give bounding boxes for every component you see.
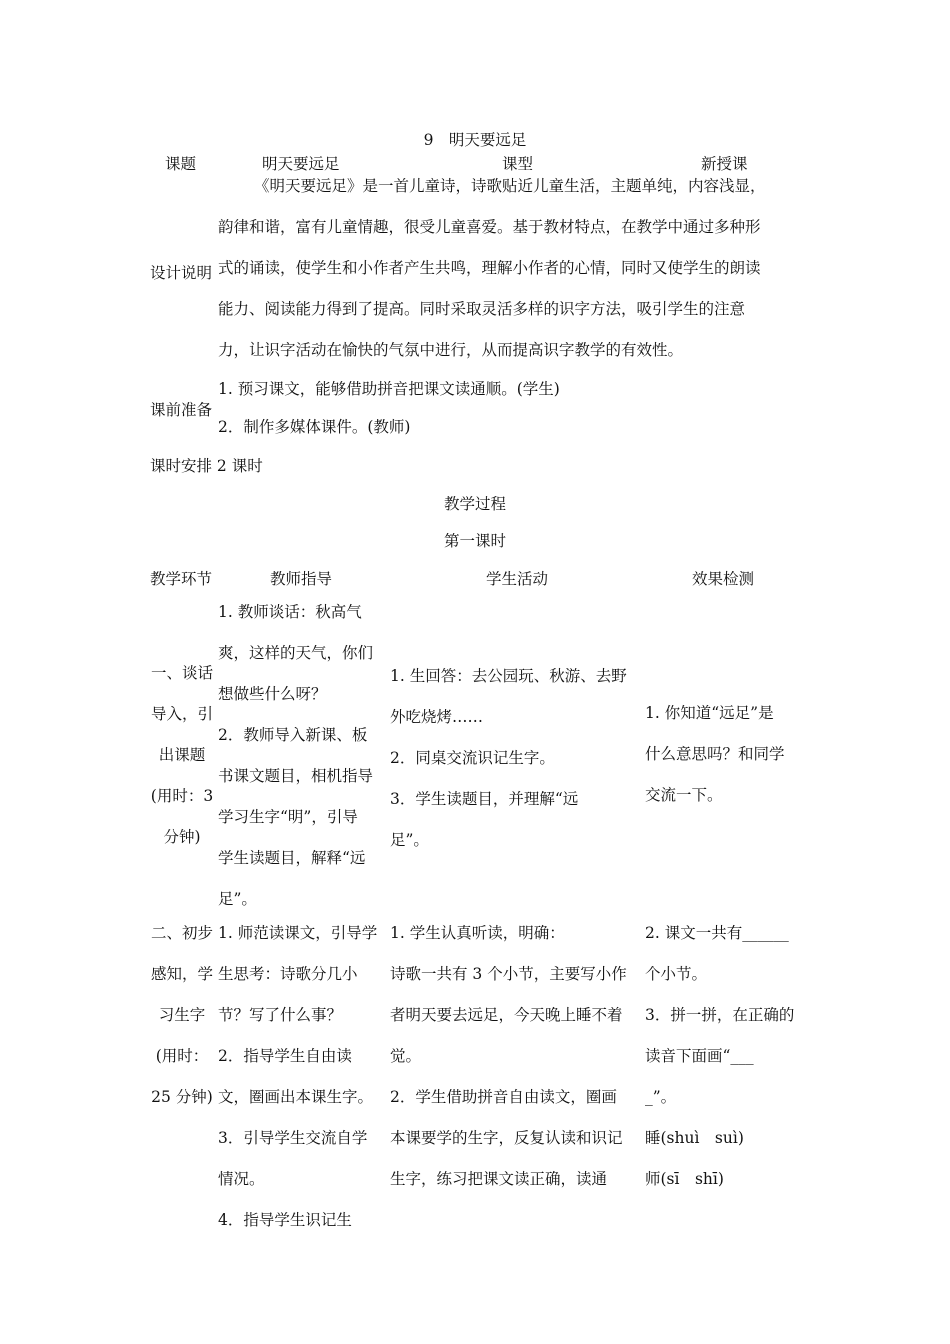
teacher-line: 书课文题目，相机指导 <box>218 767 374 785</box>
teacher-line: 情况。 <box>218 1170 265 1188</box>
design-line: 能力、阅读能力得到了提高。同时采取灵活多样的识字方法，吸引学生的注意 <box>218 300 746 318</box>
teacher-line: 爽，这样的天气，你们 <box>218 644 374 662</box>
type-value: 新授课 <box>701 155 748 173</box>
student-line: 外吃烧烤…… <box>390 708 484 726</box>
student-line: 者明天要去远足，今天晚上睡不着 <box>390 1006 623 1024</box>
topic-value: 明天要远足 <box>262 155 340 173</box>
stage-line: 感知，学 <box>150 965 213 983</box>
check-line: 1. 你知道“远足”是 <box>645 704 774 722</box>
check-line: 睡(shuì suì) <box>645 1129 744 1147</box>
teacher-line: 生思考：诗歌分几小 <box>218 965 358 983</box>
teacher-line: 节？写了什么事？ <box>218 1006 343 1024</box>
teacher-line: 1. 教师谈话：秋高气 <box>218 603 362 621</box>
teacher-line: 1. 师范读课文，引导学 <box>218 924 378 942</box>
teacher-line: 3．引导学生交流自学 <box>218 1129 368 1147</box>
stage-line: 二、初步 <box>150 924 213 942</box>
check-line: 2. 课文一共有______ <box>645 924 789 942</box>
stage-cell <box>146 913 218 1118</box>
teacher-line: 2．指导学生自由读 <box>218 1047 352 1065</box>
student-line: 足”。 <box>390 831 429 849</box>
check-line: 什么意思吗？和同学 <box>645 745 785 763</box>
design-description <box>218 166 766 371</box>
student-line: 觉。 <box>390 1047 422 1065</box>
student-line: 1. 学生认真听读，明确： <box>390 924 565 942</box>
column-header: 教学环节 <box>150 570 213 588</box>
teacher-line: 想做些什么呀？ <box>218 685 327 703</box>
student-activity-cell <box>390 656 627 861</box>
teacher-line: 足”。 <box>218 890 257 908</box>
stage-line: (用时：3 <box>150 787 214 805</box>
design-line: 力，让识字活动在愉快的气氛中进行，从而提高识字教学的有效性。 <box>218 341 684 359</box>
student-line: 3．学生读题目，并理解“远 <box>390 790 579 808</box>
design-line: 韵律和谐，富有儿童情趣，很受儿童喜爱。基于教材特点，在教学中通过多种形 <box>218 218 761 236</box>
teacher-line: 学生读题目，解释“远 <box>218 849 366 867</box>
stage-line: 出课题 <box>158 746 206 764</box>
stage-line: (用时： <box>155 1047 209 1065</box>
stage-line: 习生字 <box>158 1006 206 1024</box>
student-line: 2．同桌交流识记生字。 <box>390 749 555 767</box>
check-line: 师(sī shī) <box>645 1170 724 1188</box>
student-line: 1. 生回答：去公园玩、秋游、去野 <box>390 667 627 685</box>
period-title: 第一课时 <box>443 532 506 550</box>
check-line: 读音下面画“___ <box>645 1047 754 1065</box>
check-line: 个小节。 <box>645 965 708 983</box>
column-header: 教师指导 <box>270 570 333 588</box>
student-activity-cell <box>390 913 627 1200</box>
student-line: 诗歌一共有 3 个小节，主要写小作 <box>390 965 627 983</box>
teacher-guide-cell <box>218 913 377 1241</box>
student-line: 2．学生借助拼音自由读文，圈画 <box>390 1088 617 1106</box>
prep-label: 课前准备 <box>150 401 213 419</box>
effect-check-cell <box>645 913 794 1200</box>
teacher-line: 学习生字“明”，引导 <box>218 808 358 826</box>
student-line: 生字，练习把课文读正确，读通 <box>390 1170 608 1188</box>
check-line: _”。 <box>645 1088 677 1106</box>
process-title: 教学过程 <box>443 495 506 513</box>
teacher-guide-cell <box>218 592 373 920</box>
prep-item: 2．制作多媒体课件。(教师) <box>218 418 411 436</box>
check-line: 交流一下。 <box>645 786 723 804</box>
effect-check-cell <box>645 693 785 816</box>
design-label: 设计说明 <box>150 264 213 282</box>
design-line: 式的诵读，使学生和小作者产生共鸣，理解小作者的心情，同时又使学生的朗读 <box>218 259 761 277</box>
lesson-title: 9 明天要远足 <box>423 131 527 149</box>
stage-line: 25 分钟) <box>151 1088 213 1106</box>
stage-cell <box>146 653 218 858</box>
topic-label: 课题 <box>165 155 197 173</box>
stage-line: 导入，引 <box>150 705 213 723</box>
stage-line: 一、谈话 <box>150 664 213 682</box>
check-line: 3．拼一拼，在正确的 <box>645 1006 795 1024</box>
stage-line: 分钟) <box>163 828 201 846</box>
design-line: 《明天要远足》是一首儿童诗，诗歌贴近儿童生活，主题单纯，内容浅显， <box>254 177 766 195</box>
teacher-line: 文，圈画出本课生字。 <box>218 1088 374 1106</box>
student-line: 本课要学的生字，反复认读和识记 <box>390 1129 623 1147</box>
type-label: 课型 <box>502 155 534 173</box>
teacher-line: 2．教师导入新课、板 <box>218 726 368 744</box>
schedule: 课时安排 2 课时 <box>150 457 263 475</box>
column-header: 学生活动 <box>486 570 549 588</box>
column-header: 效果检测 <box>692 570 755 588</box>
prep-list <box>218 370 560 446</box>
prep-item: 1. 预习课文，能够借助拼音把课文读通顺。(学生) <box>218 380 560 398</box>
teacher-line: 4．指导学生识记生 <box>218 1211 352 1229</box>
